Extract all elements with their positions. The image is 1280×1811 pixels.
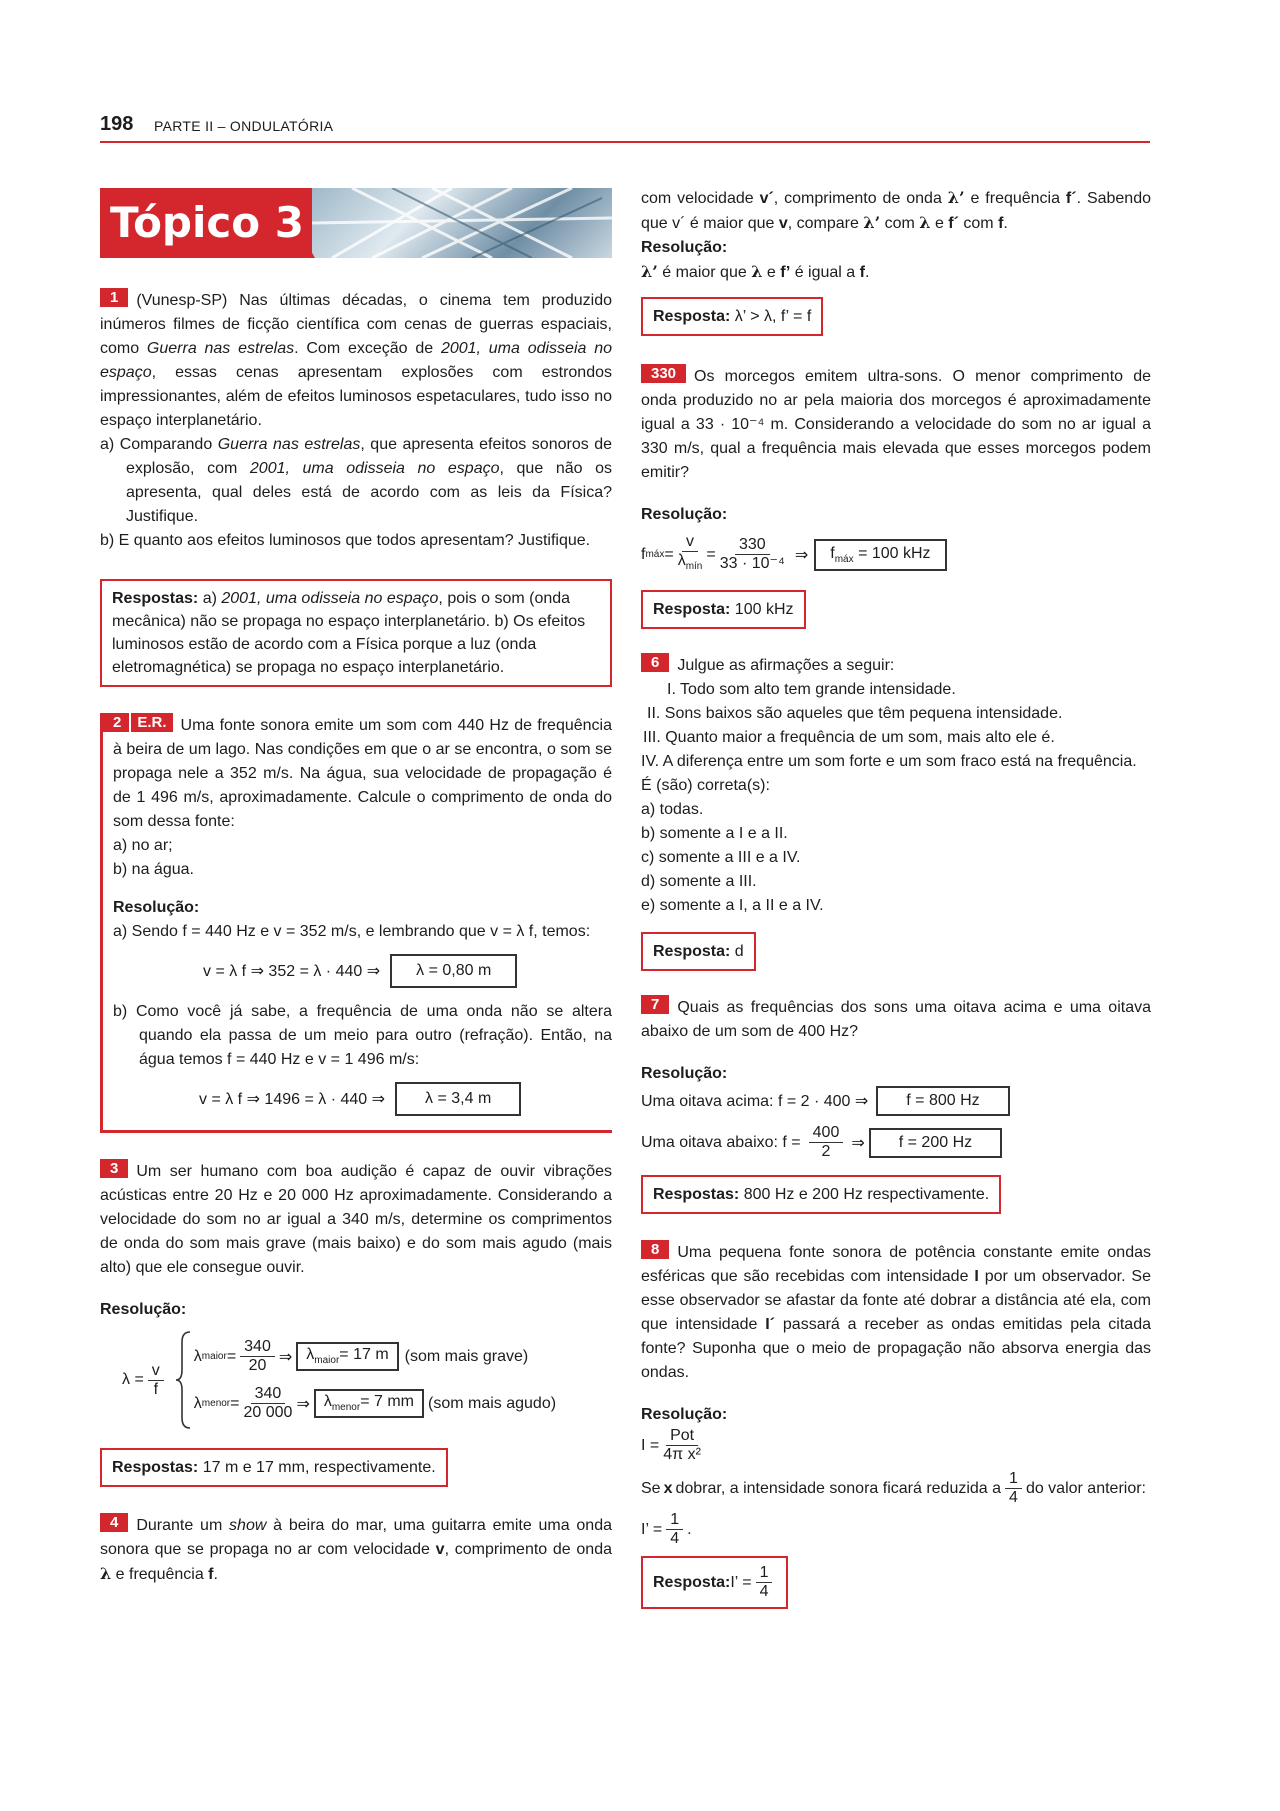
option-c: c) somente a III e a IV. xyxy=(641,849,801,867)
question-3: 3 Um ser humano com boa audição é capaz de ouvir vibrações acústicas entre 20 Hz e 20 000 Hz aproximadamente. Considerando a velocidade do som no ar igual a 340 m/s, determine os comprimentos de onda do som mais grave (mais baixo) e do som mais agudo (mais alto) que ele consegue ouvir. Resolução: λ = $\frac{v}{f}$ λ maior = $\frac{340}{20}$ ⇒ $\lambda_{maior}= 17$ m (som mais grave) λ menor = $\frac{340}{20 000}$ ⇒ $\lambda_{menor}= 7$ mm (som mais agudo) Respostas: 17 m e 17 mm, respectivamente. xyxy=(100,1159,612,1487)
answer-box: Resposta: 100 kHz xyxy=(641,590,806,629)
question-1: 1 (Vunesp-SP) Nas últimas décadas, o cinema tem produzido inúmeros filmes de ficção científica com cenas de guerras espaciais, como Guerra nas estrelas. Com exceção de 2001, uma odisseia no espaço, essas cenas apresentam explosões com estrondos impressionantes, além de efeitos luminosos espetaculares, tudo isso no espaço interplanetário. a) Comparando Guerra nas estrelas, que apresenta efeitos sonoros de explosão, com 2001, uma odisseia no espaço, que não os apresenta, qual deles está de acordo com as leis da Física? Justifique. b) E quanto aos efeitos luminosos que todos apresentam? Justifique. Respostas: a) 2001, uma odisseia no espaço, pois o som (onda mecânica) não se propaga no espaço interplanetário. b) Os efeitos luminosos estão de acordo com a Física porque a luz (onda eletromagnética) se propaga no espaço interplanetário. xyxy=(100,288,612,687)
question-8: 8 Uma pequena fonte sonora de potência constante emite ondas esféricas que são recebidas com intensidade I por um observador. Se esse observador se afastar da fonte até dobrar a distância até ela, com que intensidade I´ passará a receber as ondas emitidas pela citada fonte? Suponha que o meio de propagação não absorva energia das ondas. Resolução: I = $\frac{\text{Pot}}{\text{4π x²}}$ Se x dobrar, a intensidade sonora ficará reduzida a $\frac{1}{4}$ do valor anterior: I’ = $\frac{1}{4}$ . Resposta: I’ = $\frac{1}{4}$ xyxy=(641,1240,1151,1609)
question-5: 330 Os morcegos emitem ultra-sons. O menor comprimento de onda produzido no ar pela maioria dos morcegos é aproximadamente igual a 33 · 10⁻⁴ m. Considerando a velocidade do som no ar igual a 330 m/s, qual a frequência mais elevada que esses morcegos podem emitir? Resolução: f máx = $\frac{v}{\lambda_{mín}}$ = $\frac{330}{\text{33 · 10⁻⁴}}$ ⇒ $f_{máx} = 100$ kHz Resposta: 100 kHz xyxy=(641,364,1151,629)
answer-box: Respostas: 800 Hz e 200 Hz respectivamente. xyxy=(641,1175,1001,1214)
option-a: a) Comparando Guerra nas estrelas, que apresenta efeitos sonoros de explosão, com 2001, uma odisseia no espaço, que não os apresenta, qual deles está de acordo com as leis da Física? Justifique. xyxy=(100,436,613,525)
page-header xyxy=(100,113,1150,143)
question-4-continued: com velocidade v´, comprimento de onda λ’ e frequência f´. Sabendo que v´ é maior que v, compare λ’ com λ e f´ com f. Resolução: λ’ é maior que λ e f’ é igual a f. Resposta: λ’ > λ, f’ = f xyxy=(641,186,1151,336)
answer-box: Respostas: a) 2001, uma odisseia no espaço, pois o som (onda mecânica) não se propaga no espaço interplanetário. b) Os efeitos luminosos estão de acordo com a Física porque a luz (onda eletromagnética) se propaga no espaço interplanetário. xyxy=(100,579,612,687)
question-number: 2 xyxy=(103,713,131,732)
section-title: PARTE II – ONDULATÓRIA xyxy=(154,118,334,134)
question-6: 6 Julgue as afirmações a seguir: I. Todo som alto tem grande intensidade. II. Sons baixos são aqueles que têm pequena intensidade. III. Quanto maior a frequência de um som, mais alto ele é. IV. A diferença entre um som forte e um som fraco está na frequência. É (são) correta(s): a) todas. b) somente a I e a II. c) somente a III e a IV. d) somente a III. e) somente a I, a II e a IV. Resposta: d xyxy=(641,653,1151,971)
er-badge: E.R. xyxy=(129,713,172,732)
result-box: λ = 3,4 m xyxy=(395,1082,521,1116)
resolution-heading: Resolução: xyxy=(641,1065,728,1083)
option-b: b) somente a I e a II. xyxy=(641,825,788,843)
answer-box: Resposta: I’ = $\frac{1}{4}$ xyxy=(641,1556,788,1609)
question-number: 7 xyxy=(641,995,669,1014)
option-e: e) somente a I, a II e a IV. xyxy=(641,897,824,915)
topic-title: Tópico 3 xyxy=(110,198,304,247)
resolution-heading: Resolução: xyxy=(641,506,728,523)
octave-down-equation: Uma oitava abaixo: f = $\frac{400}{2}$ ⇒ f = 200 Hz xyxy=(641,1124,1151,1161)
intensity-equation: I = $\frac{\text{Pot}}{\text{4π x²}}$ xyxy=(641,1427,701,1464)
resolution-heading: Resolução: xyxy=(113,899,200,916)
equation-a: v = λ f ⇒ 352 = λ · 440 ⇒ λ = 0,80 m xyxy=(203,954,612,988)
frequency-equation: f máx = $\frac{v}{\lambda_{mín}}$ = $\frac{330}{\text{33 · 10⁻⁴}}$ ⇒ $f_{máx} = 100$ kHz xyxy=(641,533,1151,576)
left-column xyxy=(100,188,612,1587)
topic-banner xyxy=(100,188,612,258)
question-number: 330 xyxy=(641,364,686,383)
right-column xyxy=(641,186,1151,1609)
result-box: λ = 0,80 m xyxy=(390,954,517,988)
option-a: a) todas. xyxy=(641,801,704,819)
question-number: 4 xyxy=(100,1513,128,1532)
question-2: 2 E.R. Uma fonte sonora emite um som com 440 Hz de frequência à beira de um lago. Nas condições em que o ar se encontra, o som se propaga nele a 352 m/s. Na água, sua velocidade de propagação é de 1 496 m/s, aproximadamente. Calcule o comprimento de onda do som dessa fonte: a) no ar; b) na água. Resolução: a) Sendo f = 440 Hz e v = 352 m/s, e lembrando que v = λ f, temos: v = λ f ⇒ 352 = λ · 440 ⇒ λ = 0,80 m b) Como você já sabe, a frequência de uma onda não se altera quando ela passa de um meio para outro (refração). Então, na água temos f = 440 Hz e v = 1 496 m/s: v = λ f ⇒ 1496 = λ · 440 ⇒ λ = 3,4 m xyxy=(100,713,612,1133)
answer-box: Resposta: λ’ > λ, f’ = f xyxy=(641,297,823,336)
answer-box: Respostas: 17 m e 17 mm, respectivamente. xyxy=(100,1448,448,1487)
brace xyxy=(174,1330,194,1430)
resolution-heading: Resolução: xyxy=(641,1406,728,1424)
equation-b: v = λ f ⇒ 1496 = λ · 440 ⇒ λ = 3,4 m xyxy=(199,1082,612,1116)
question-number: 8 xyxy=(641,1240,669,1259)
lambda-system: λ = $\frac{v}{f}$ λ maior = $\frac{340}{20}$ ⇒ $\lambda_{maior}= 17$ m (som mais grave) λ menor = $\frac{340}{20 000}$ ⇒ $\lambda_{menor}= 7$ mm (som mais agudo) xyxy=(100,1330,612,1430)
option-b: b) E quanto aos efeitos luminosos que todos apresentam? Justifique. xyxy=(100,532,591,549)
resolution-heading: Resolução: xyxy=(641,239,728,256)
question-4: 4 Durante um show à beira do mar, uma guitarra emite uma onda sonora que se propaga no ar com velocidade v, comprimento de onda λ e frequência f. xyxy=(100,1514,612,1583)
question-7: 7 Quais as frequências dos sons uma oitava acima e uma oitava abaixo de um som de 400 Hz? Resolução: Uma oitava acima: f = 2 · 400 ⇒ f = 800 Hz Uma oitava abaixo: f = $\frac{400}{2}$ ⇒ f = 200 Hz Respostas: 800 Hz e 200 Hz respectivamente. xyxy=(641,995,1151,1214)
question-number: 1 xyxy=(100,288,128,307)
octave-up-equation: Uma oitava acima: f = 2 · 400 ⇒ f = 800 Hz xyxy=(641,1086,1151,1116)
question-number: 3 xyxy=(100,1159,128,1178)
resolution-heading: Resolução: xyxy=(100,1301,187,1318)
answer-box: Resposta: d xyxy=(641,932,756,971)
option-b: b) na água. xyxy=(113,861,194,878)
page-number: 198 xyxy=(100,113,134,135)
option-d: d) somente a III. xyxy=(641,873,757,891)
option-a: a) no ar; xyxy=(113,837,173,854)
question-number: 6 xyxy=(641,653,669,672)
